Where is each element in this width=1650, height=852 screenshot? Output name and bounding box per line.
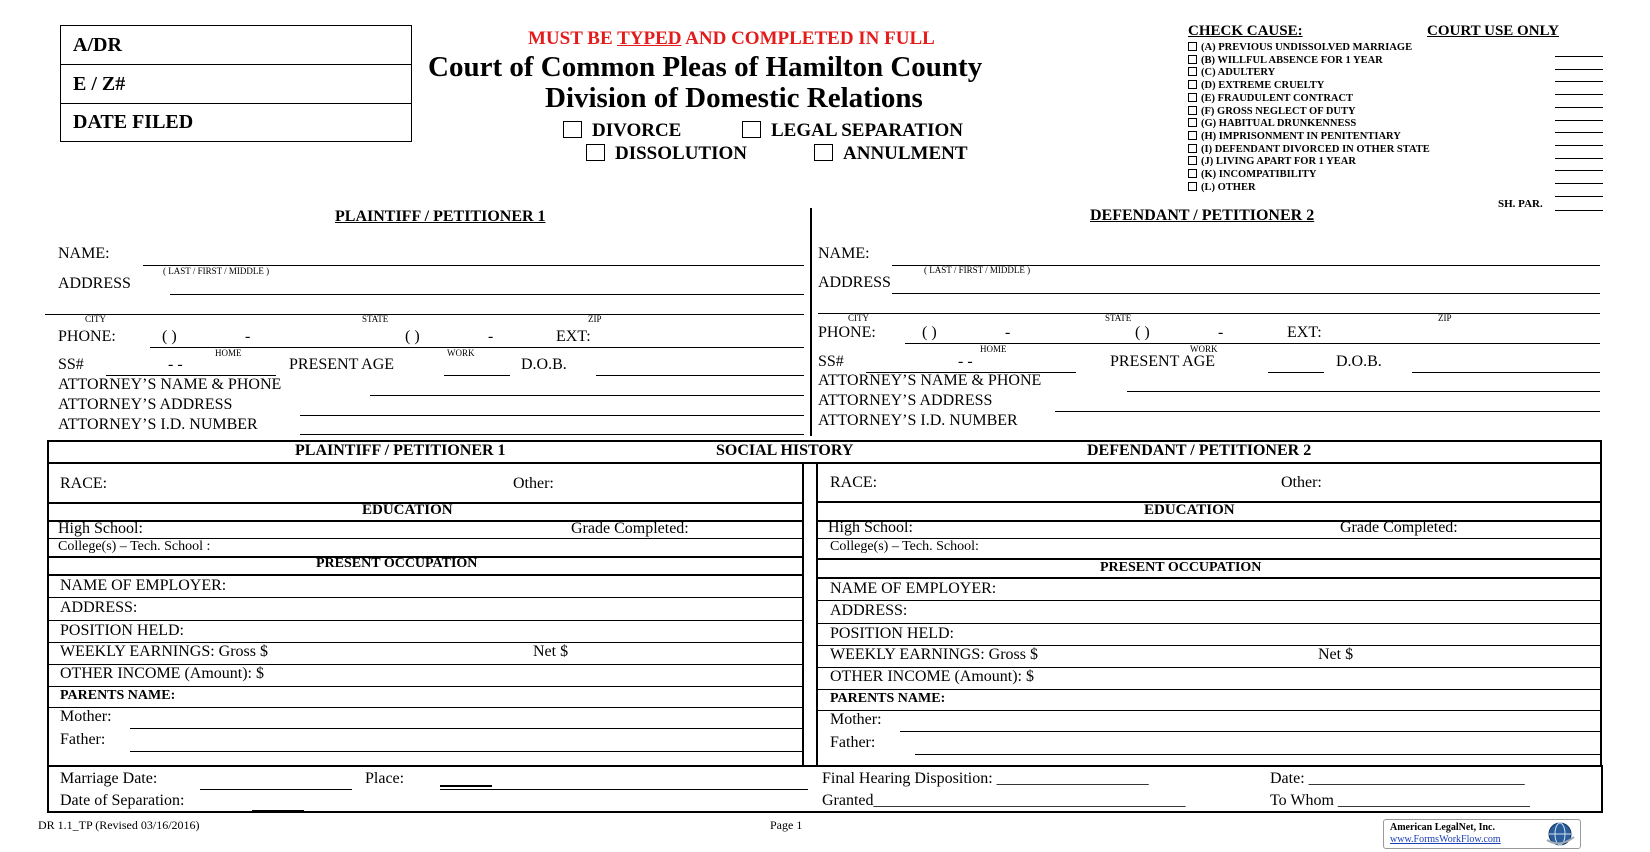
separation-label: Date of Separation: <box>60 792 185 809</box>
place-field[interactable] <box>440 789 808 790</box>
p1-atty-id-label: ATTORNEY’S I.D. NUMBER <box>58 416 258 433</box>
s1-race-label: RACE: <box>60 475 108 492</box>
cause-checkbox[interactable] <box>1188 156 1197 165</box>
cause-label: (I) DEFENDANT DIVORCED IN OTHER STATE <box>1201 143 1430 155</box>
cause-item[interactable] <box>1188 80 1324 91</box>
cause-item[interactable] <box>1188 93 1353 104</box>
cause-checkbox[interactable] <box>1188 131 1197 140</box>
granted-label: Granted_______________________________________ <box>822 792 1186 809</box>
ez-label: E / Z# <box>73 73 126 95</box>
s1-grade-label: Grade Completed: <box>571 520 689 537</box>
p2-address-label: ADDRESS <box>818 274 891 291</box>
cause-item[interactable] <box>1188 42 1412 53</box>
p2-phone-field[interactable] <box>905 343 1600 344</box>
date-filed-label: DATE FILED <box>73 111 194 133</box>
cause-item[interactable] <box>1188 55 1383 66</box>
p1-atty-address-field[interactable] <box>300 415 804 416</box>
p1-ss-dashes: - - <box>168 356 183 373</box>
cause-item[interactable] <box>1188 182 1256 193</box>
dissolution-checkbox[interactable] <box>586 144 605 161</box>
p2-state-hint: STATE <box>1105 313 1132 323</box>
s2-address-label: ADDRESS: <box>830 602 908 619</box>
cause-label: (F) GROSS NEGLECT OF DUTY <box>1201 105 1356 117</box>
p1-work-dash: - <box>488 328 494 345</box>
s1-mother-field[interactable] <box>130 728 802 729</box>
dissolution-option[interactable]: DISSOLUTION <box>586 143 747 165</box>
p1-work-paren: ( ) <box>405 328 420 345</box>
s2-position-label: POSITION HELD: <box>830 625 954 642</box>
p2-atty-address-label: ATTORNEY’S ADDRESS <box>818 392 993 409</box>
s1-father-label: Father: <box>60 731 106 748</box>
p1-atty-name-field[interactable] <box>370 395 804 396</box>
cause-label: (G) HABITUAL DRUNKENNESS <box>1201 118 1357 130</box>
p1-work-hint: WORK <box>447 348 475 358</box>
p1-phone-label: PHONE: <box>58 328 116 345</box>
p2-work-hint: WORK <box>1190 344 1218 354</box>
p2-address-line2[interactable] <box>818 313 1600 314</box>
p1-name-label: NAME: <box>58 245 110 262</box>
adr-label: A/DR <box>73 34 122 56</box>
court-use-line[interactable] <box>1555 94 1603 95</box>
p1-age-label: PRESENT AGE <box>289 356 395 373</box>
s2-other-income-label: OTHER INCOME (Amount): $ <box>830 668 1034 685</box>
cause-item[interactable] <box>1188 118 1356 129</box>
court-use-line[interactable] <box>1555 56 1603 57</box>
cause-item[interactable] <box>1188 131 1401 142</box>
court-use-line[interactable] <box>1555 158 1603 159</box>
social-p2-title: DEFENDANT / PETITIONER 2 <box>1087 442 1312 459</box>
p2-home-dash: - <box>1005 324 1011 341</box>
p2-ext-label: EXT: <box>1287 324 1322 341</box>
cause-item[interactable] <box>1188 156 1356 167</box>
p1-home-paren: ( ) <box>162 328 177 345</box>
p1-atty-address-label: ATTORNEY’S ADDRESS <box>58 396 233 413</box>
brand-name: American LegalNet, Inc. <box>1390 822 1495 833</box>
court-use-line[interactable] <box>1555 107 1603 108</box>
s1-other-label: Other: <box>513 475 554 492</box>
p1-ss-label: SS# <box>58 356 84 373</box>
s1-father-field[interactable] <box>130 751 802 752</box>
s2-race-label: RACE: <box>830 474 878 491</box>
p2-age-field[interactable] <box>1268 372 1324 373</box>
separation-field[interactable] <box>252 810 304 812</box>
cause-label: (H) IMPRISONMENT IN PENITENTIARY <box>1201 130 1401 142</box>
p2-phone-label: PHONE: <box>818 324 876 341</box>
cause-item[interactable] <box>1188 169 1316 180</box>
page-number: Page 1 <box>770 818 803 832</box>
final-hearing-label: Final Hearing Disposition: ___________________ <box>822 770 1149 787</box>
cause-item[interactable] <box>1188 106 1356 117</box>
p1-home-hint: HOME <box>215 348 242 358</box>
p2-atty-address-field[interactable] <box>1055 411 1600 412</box>
marriage-date-label: Marriage Date: <box>60 770 158 787</box>
s2-weekly-label: WEEKLY EARNINGS: Gross $ <box>830 646 1039 663</box>
cause-checkbox[interactable] <box>1188 55 1197 64</box>
p2-address-field[interactable] <box>892 293 1600 294</box>
s2-employer-label: NAME OF EMPLOYER: <box>830 580 997 597</box>
divorce-option[interactable]: DIVORCE <box>563 120 681 142</box>
plaintiff-title: PLAINTIFF / PETITIONER 1 <box>335 208 546 225</box>
p2-home-paren: ( ) <box>922 324 937 341</box>
p2-work-paren: ( ) <box>1135 324 1150 341</box>
court-use-line[interactable] <box>1555 170 1603 171</box>
s1-education-heading: EDUCATION <box>362 502 453 518</box>
s2-occupation-heading: PRESENT OCCUPATION <box>1100 560 1262 575</box>
s1-high-school-label: High School: <box>58 520 143 537</box>
cause-label: (B) WILLFUL ABSENCE FOR 1 YEAR <box>1201 54 1383 66</box>
check-cause-title: CHECK CAUSE: <box>1188 23 1303 39</box>
s1-position-label: POSITION HELD: <box>60 622 184 639</box>
p1-phone-field[interactable] <box>150 347 804 348</box>
cause-label: (E) FRAUDULENT CONTRACT <box>1201 92 1354 104</box>
cause-checkbox[interactable] <box>1188 67 1197 76</box>
s1-employer-label: NAME OF EMPLOYER: <box>60 577 227 594</box>
s1-weekly-label: WEEKLY EARNINGS: Gross $ <box>60 643 269 660</box>
cause-item[interactable] <box>1188 67 1275 78</box>
divorce-checkbox[interactable] <box>563 121 582 138</box>
p2-ss-dashes: - - <box>958 353 973 370</box>
annulment-checkbox[interactable] <box>814 144 833 161</box>
p1-zip-hint: ZIP <box>588 314 602 324</box>
cause-label: (J) LIVING APART FOR 1 YEAR <box>1201 156 1356 168</box>
p2-name-label: NAME: <box>818 245 870 262</box>
p1-address-line2[interactable] <box>45 314 804 315</box>
s1-address-label: ADDRESS: <box>60 599 138 616</box>
p1-atty-id-field[interactable] <box>300 434 804 435</box>
p2-ss-label: SS# <box>818 353 844 370</box>
s1-other-income-label: OTHER INCOME (Amount): $ <box>60 665 264 682</box>
form-id: DR 1.1_TP (Revised 03/16/2016) <box>38 818 200 832</box>
cause-checkbox[interactable] <box>1188 144 1197 153</box>
court-use-line[interactable] <box>1555 81 1603 82</box>
p1-age-field[interactable] <box>444 375 510 376</box>
court-use-line[interactable] <box>1555 120 1603 121</box>
social-history-title: SOCIAL HISTORY <box>716 442 854 459</box>
must-be-typed-notice: MUST BE TYPED AND COMPLETED IN FULL <box>528 28 935 49</box>
cause-checkbox[interactable] <box>1188 106 1197 115</box>
p2-dob-field[interactable] <box>1412 372 1600 373</box>
s2-education-heading: EDUCATION <box>1144 502 1235 518</box>
cause-checkbox[interactable] <box>1188 118 1197 127</box>
marriage-date-field[interactable] <box>200 789 352 790</box>
p2-dob-label: D.O.B. <box>1336 353 1382 370</box>
s1-parents-label: PARENTS NAME: <box>60 688 176 703</box>
cause-label: (K) INCOMPATIBILITY <box>1201 169 1317 180</box>
s1-mother-label: Mother: <box>60 708 112 725</box>
division-title: Division of Domestic Relations <box>545 82 923 114</box>
s2-high-school-label: High School: <box>828 519 913 536</box>
court-title: Court of Common Pleas of Hamilton County <box>428 51 983 83</box>
s2-other-label: Other: <box>1281 474 1322 491</box>
globe-icon <box>1543 821 1577 847</box>
s2-parents-label: PARENTS NAME: <box>830 691 946 706</box>
court-use-line[interactable] <box>1555 145 1603 146</box>
p1-dob-label: D.O.B. <box>521 356 567 373</box>
sh-par-label: SH. PAR. <box>1498 198 1543 210</box>
cause-label: (C) ADULTERY <box>1201 67 1276 79</box>
p1-ext-label: EXT: <box>556 328 591 345</box>
place-label: Place: <box>365 770 405 787</box>
s2-college-label: College(s) – Tech. School: <box>830 539 979 554</box>
hearing-date-label: Date: ___________________________ <box>1270 770 1525 787</box>
court-use-line[interactable] <box>1555 132 1603 133</box>
p2-name-hint: ( LAST / FIRST / MIDDLE ) <box>924 265 1031 275</box>
legal-separation-option[interactable]: LEGAL SEPARATION <box>742 120 963 142</box>
cause-checkbox[interactable] <box>1188 93 1197 102</box>
s2-grade-label: Grade Completed: <box>1340 519 1458 536</box>
cause-label: (A) PREVIOUS UNDISSOLVED MARRIAGE <box>1201 42 1413 53</box>
brand-url[interactable]: www.FormsWorkFlow.com <box>1390 834 1501 845</box>
cause-checkbox[interactable] <box>1188 42 1197 51</box>
p1-home-dash: - <box>245 328 251 345</box>
social-p1-title: PLAINTIFF / PETITIONER 1 <box>295 442 506 459</box>
cause-checkbox[interactable] <box>1188 80 1197 89</box>
p2-work-dash: - <box>1218 324 1224 341</box>
cause-label: (D) EXTREME CRUELTY <box>1201 80 1325 92</box>
p1-state-hint: STATE <box>362 314 389 324</box>
s1-college-label: College(s) – Tech. School : <box>58 539 211 554</box>
p1-address-label: ADDRESS <box>58 275 131 292</box>
p2-zip-hint: ZIP <box>1438 313 1452 323</box>
p1-atty-name-label: ATTORNEY’S NAME & PHONE <box>58 376 282 393</box>
court-use-line[interactable] <box>1555 183 1603 184</box>
p2-atty-id-label: ATTORNEY’S I.D. NUMBER <box>818 412 1018 429</box>
annulment-option[interactable]: ANNULMENT <box>814 143 968 165</box>
court-use-line[interactable] <box>1555 69 1603 70</box>
p1-address-field[interactable] <box>170 294 804 295</box>
s1-net-label: Net $ <box>533 643 569 660</box>
cause-checkbox[interactable] <box>1188 182 1197 191</box>
s2-father-label: Father: <box>830 734 876 751</box>
court-use-only-title: COURT USE ONLY <box>1427 23 1560 39</box>
cause-item[interactable] <box>1188 144 1430 155</box>
s2-mother-field[interactable] <box>900 731 1600 732</box>
s2-net-label: Net $ <box>1318 646 1354 663</box>
cause-label: (L) OTHER <box>1201 181 1256 193</box>
p2-atty-name-label: ATTORNEY’S NAME & PHONE <box>818 372 1042 389</box>
s2-father-field[interactable] <box>915 754 1600 755</box>
p1-name-hint: ( LAST / FIRST / MIDDLE ) <box>163 266 270 276</box>
legal-separation-checkbox[interactable] <box>742 121 761 138</box>
defendant-title: DEFENDANT / PETITIONER 2 <box>1090 207 1315 224</box>
cause-checkbox[interactable] <box>1188 169 1197 178</box>
p2-age-label: PRESENT AGE <box>1110 353 1216 370</box>
p2-home-hint: HOME <box>980 344 1007 354</box>
s2-mother-label: Mother: <box>830 711 882 728</box>
to-whom-label: To Whom ________________________ <box>1270 792 1530 809</box>
p1-dob-field[interactable] <box>596 375 804 376</box>
p2-city-hint: CITY <box>848 313 869 323</box>
p2-atty-name-field[interactable] <box>1127 391 1600 392</box>
p1-city-hint: CITY <box>85 314 106 324</box>
court-use-line[interactable] <box>1555 196 1603 197</box>
s1-occupation-heading: PRESENT OCCUPATION <box>316 556 478 571</box>
